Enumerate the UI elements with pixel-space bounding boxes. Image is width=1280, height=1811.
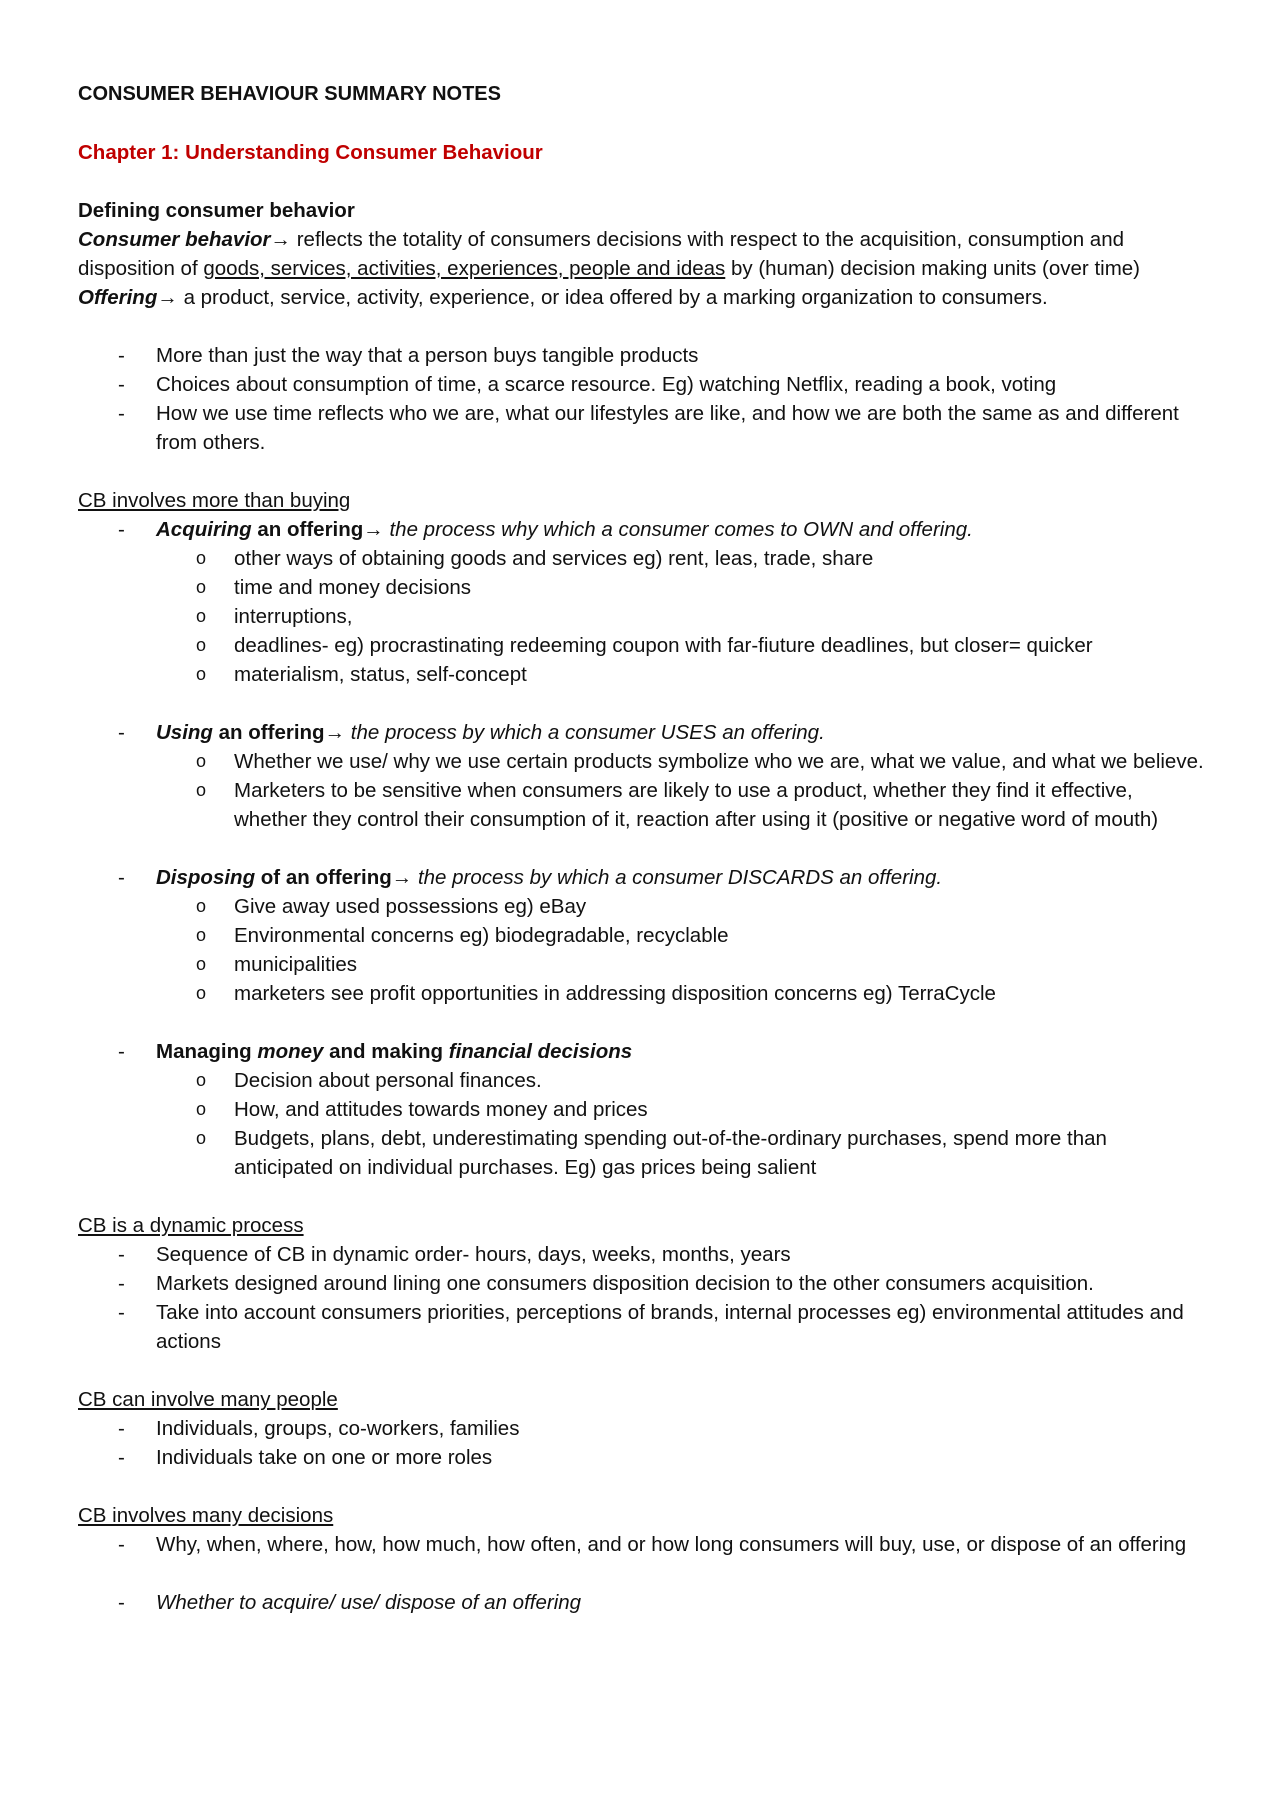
money-item: - Managing money and making financial decisions o Decision about personal finances. o How, and attitudes towards money and prices o Budgets, plans, debt, underestimating spending out-of-the-ordinary purchases, spend more than anticipated on individual purchases. Eg) gas prices being salient [78, 1037, 1208, 1182]
list-item: o Marketers to be sensitive when consumers are likely to use a product, whether they find it effective, whether they control their consumption of it, reaction after using it (positive or negative word of mouth) [156, 776, 1208, 834]
list-item: o time and money decisions [156, 573, 1208, 602]
section-heading-more-than-buying: CB involves more than buying [78, 489, 351, 512]
dash-bullet: - [118, 518, 125, 541]
section-heading-many-decisions: CB involves many decisions [78, 1504, 334, 1527]
circle-bullet: o [196, 983, 207, 1003]
defining-heading: Defining consumer behavior [78, 199, 355, 222]
dash-bullet: - [118, 866, 125, 889]
circle-bullet: o [196, 664, 207, 684]
dash-bullet: - [118, 1591, 125, 1614]
circle-bullet: o [196, 1099, 207, 1119]
using-sublist [156, 747, 1208, 834]
dash-bullet: - [118, 721, 125, 744]
list-item: o interruptions, [156, 602, 1208, 631]
list-item: o marketers see profit opportunities in addressing disposition concerns eg) TerraCycle [156, 979, 1208, 1008]
circle-bullet: o [196, 954, 207, 974]
list-item: o municipalities [156, 950, 1208, 979]
cb-def-underlined: goods, services, activities, experiences, people and ideas [203, 257, 726, 280]
cb-def-part2: by (human) decision making units (over time) [725, 257, 1140, 280]
disposing-sublist [156, 892, 1208, 1008]
chapter-title: Chapter 1: Understanding Consumer Behaviour [78, 141, 543, 164]
cb-def-part1: reflects the totality of consumers decisions with respect to the acquisition, consumption and disposition of [78, 228, 1124, 280]
dash-bullet: - [118, 1446, 125, 1469]
consumer-behavior-term: Consumer behavior [78, 228, 271, 251]
offering-def: a product, service, activity, experience, or idea offered by a marking organization to consumers. [183, 286, 1048, 309]
offering-definition [78, 283, 1208, 312]
list-item: - Why, when, where, how, how much, how often, and or how long consumers will buy, use, or dispose of an offering [78, 1530, 1208, 1559]
list-item: - How we use time reflects who we are, what our lifestyles are like, and how we are both the same as and different from others. [78, 399, 1208, 457]
list-item: o Give away used possessions eg) eBay [156, 892, 1208, 921]
list-item: - Sequence of CB in dynamic order- hours, days, weeks, months, years [78, 1240, 1208, 1269]
list-item: - Markets designed around lining one consumers disposition decision to the other consumers acquisition. [78, 1269, 1208, 1298]
circle-bullet: o [196, 751, 207, 771]
list-item: - Individuals, groups, co-workers, families [78, 1414, 1208, 1443]
list-item: - Choices about consumption of time, a scarce resource. Eg) watching Netflix, reading a book, voting [78, 370, 1208, 399]
circle-bullet: o [196, 577, 207, 597]
dash-bullet: - [118, 1272, 125, 1295]
arrow-icon: → [157, 286, 178, 309]
circle-bullet: o [196, 635, 207, 655]
list-item: - Whether to acquire/ use/ dispose of an offering [78, 1588, 1208, 1617]
list-item: o Budgets, plans, debt, underestimating spending out-of-the-ordinary purchases, spend more than anticipated on individual purchases. Eg) gas prices being salient [156, 1124, 1208, 1182]
dynamic-list [78, 1240, 1208, 1356]
money-sublist [156, 1066, 1208, 1182]
dash-bullet: - [118, 1040, 125, 1063]
circle-bullet: o [196, 548, 207, 568]
many-people-list [78, 1414, 1208, 1472]
arrow-icon: → [391, 866, 413, 889]
circle-bullet: o [196, 1128, 207, 1148]
list-item: o deadlines- eg) procrastinating redeeming coupon with far-fiuture deadlines, but closer= quicker [156, 631, 1208, 660]
list-item: o other ways of obtaining goods and services eg) rent, leas, trade, share [156, 544, 1208, 573]
document-page [78, 80, 1208, 1617]
arrow-icon: → [363, 518, 384, 541]
many-decisions-list [78, 1530, 1208, 1559]
acquiring-sublist [156, 544, 1208, 689]
section-heading-dynamic: CB is a dynamic process [78, 1214, 304, 1237]
list-item: - More than just the way that a person buys tangible products [78, 341, 1208, 370]
circle-bullet: o [196, 780, 207, 800]
offering-term: Offering [78, 286, 158, 309]
circle-bullet: o [196, 925, 207, 945]
dash-bullet: - [118, 1301, 125, 1324]
list-item: - Take into account consumers priorities, perceptions of brands, internal processes eg) environmental attitudes and actions [78, 1298, 1208, 1356]
section-heading-many-people: CB can involve many people [78, 1388, 338, 1411]
list-item: o Decision about personal finances. [156, 1066, 1208, 1095]
list-item: o Environmental concerns eg) biodegradable, recyclable [156, 921, 1208, 950]
using-item: - Using an offering→ the process by which a consumer USES an offering. o Whether we use/ why we use certain products symbolize who we are, what we value, and what we believe. o Marketers to be sensitive when consumers are likely to use a product, whether they find it effective, whether they control their consumption of it, reaction after using it (positive or negative word of mouth) [78, 718, 1208, 863]
list-item: o Whether we use/ why we use certain products symbolize who we are, what we value, and what we believe. [156, 747, 1208, 776]
list-item: o How, and attitudes towards money and prices [156, 1095, 1208, 1124]
intro-bullet-list [78, 341, 1208, 457]
many-decisions-list-2 [78, 1588, 1208, 1617]
circle-bullet: o [196, 896, 207, 916]
list-item: o materialism, status, self-concept [156, 660, 1208, 689]
dash-bullet: - [118, 1243, 125, 1266]
circle-bullet: o [196, 606, 207, 626]
acquiring-item: - Acquiring an offering→ the process why which a consumer comes to OWN and offering. o other ways of obtaining goods and services eg) rent, leas, trade, share o time and money decisions o interruptions, o deadlines- eg) procrastinating redeeming coupon with far-fiuture deadlines, but closer= quicker o materialism, status, self-concept [78, 515, 1208, 718]
disposing-item: - Disposing of an offering→ the process by which a consumer DISCARDS an offering. o Give away used possessions eg) eBay o Environmental concerns eg) biodegradable, recyclable o municipalities o marketers see profit opportunities in addressing disposition concerns eg) TerraCycle [78, 863, 1208, 1037]
dash-bullet: - [118, 344, 125, 367]
document-title: CONSUMER BEHAVIOUR SUMMARY NOTES [78, 83, 501, 105]
consumer-behavior-definition [78, 225, 1208, 283]
list-item: - Individuals take on one or more roles [78, 1443, 1208, 1472]
more-than-buying-list [78, 515, 1208, 1182]
dash-bullet: - [118, 402, 125, 425]
dash-bullet: - [118, 1417, 125, 1440]
circle-bullet: o [196, 1070, 207, 1090]
arrow-icon: → [270, 228, 292, 251]
dash-bullet: - [118, 1533, 125, 1556]
arrow-icon: → [324, 721, 346, 744]
dash-bullet: - [118, 373, 125, 396]
